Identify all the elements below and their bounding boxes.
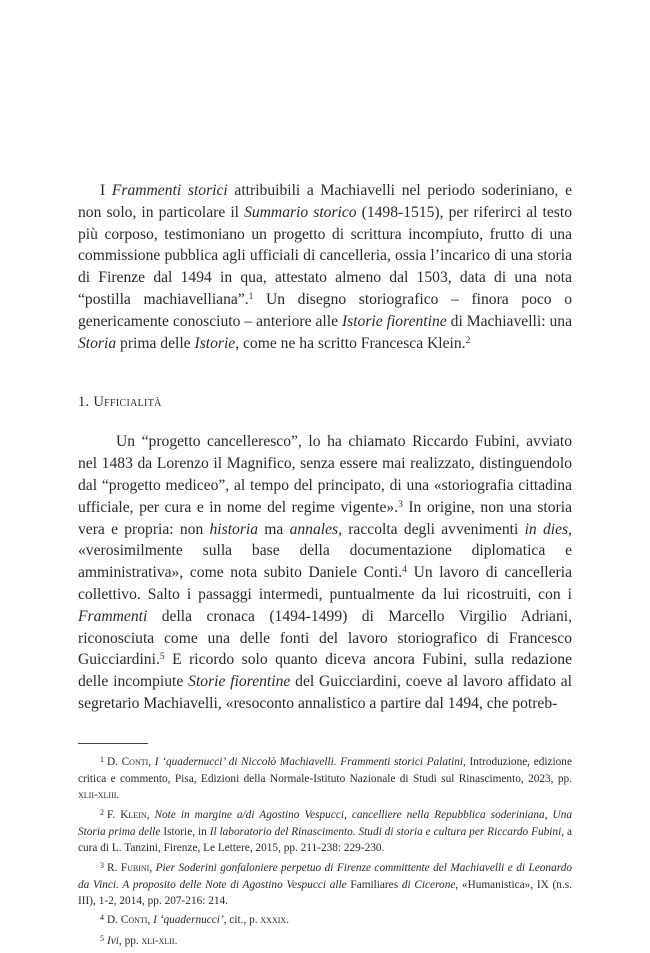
body-text-2: In origine, non una storia vera e propria: non [78,498,572,538]
intro-text-1: I [100,182,112,199]
footnote-author: Klein [120,808,147,821]
footnote-author: Conti [120,914,148,927]
intro-paragraph [78,180,572,354]
body-text-7: in dies [524,520,569,538]
footnote-text: . [116,789,120,802]
intro-text-5: (1498-1515), per riferirci al testo più corposo, testimoniano un progetto di scrittura incompiuto, frutto di una commissione pubblica agli ufficiali di cancelleria, ossia l’incarico di una storia di Firenze dal 1494 in qua, attestato almeno dal 1503, data di una nota “postilla machiavelliana”. [78,203,572,308]
footnote-2 [78,807,572,857]
intro-text-12: , come ne ha scritto Francesca Klein. [235,334,466,352]
footnote-separator [78,743,148,744]
footnote-1 [78,754,572,804]
footnote-text: . [286,914,290,927]
footnote-ref-1[interactable]: 1 [248,291,254,302]
body-text-4: ma [258,520,290,538]
footnote-number: 2 [100,807,104,817]
intro-text-9: Storia [78,334,117,352]
footnote-title: Ivi [107,934,119,947]
footnote-text: . [174,934,178,947]
footnote-text: , [148,755,155,768]
footnote-ref-4[interactable]: 4 [402,565,407,576]
footnote-text: D. [107,755,122,768]
footnote-ref-2[interactable]: 2 [465,335,471,346]
body-text-12: E ricordo solo quanto diceva ancora Fubini, sulla redazione delle incompiute [78,651,572,691]
intro-text-10: prima delle [116,334,195,352]
footnote-number: 3 [100,860,104,870]
footnote-text: , a cura di L. Tanzini, Firenze, Le Lettere, 2015, pp. 211-238: 229-230. [78,825,572,855]
footnote-text: , [146,808,155,821]
footnote-text: , [147,914,154,927]
footnote-text: , cit., p. [223,914,261,927]
footnote-title: di Cicerone [401,878,456,891]
body-text-11: della cronaca (1494-1499) di Marcello Virgilio Adriani, riconosciuta come una delle fonti del lavoro storiografico di Francesco Guicciardini. [78,607,572,669]
footnote-ref-3[interactable]: 3 [398,499,403,510]
body-text-3: historia [209,520,259,538]
footnotes [78,754,572,950]
intro-text-11: Istorie [194,334,236,352]
footnote-text: , «Humanistica», IX (n.s. III), 1-2, 2014, pp. 207-216: 214. [78,878,572,908]
footnote-text: , pp. [118,934,142,947]
body-text-13: Storie fiorentine [188,673,291,691]
body-text-5: annales [289,520,339,538]
footnote-title: Il laboratorio del Rinascimento. Studi di storia e cultura per Riccardo Fubini [209,825,562,838]
footnote-pages: xli-xlii [141,934,175,947]
body-text-1: Un “progetto cancelleresco”, lo ha chiamato Riccardo Fubini, avviato nel 1483 da Lorenzo il Magnifico, senza essere mai realizzato, distinguendolo dal “progetto mediceo”, al tempo del principato, di una «storiografia cittadina ufficiale, per cura e in nome del regime vigente». [78,433,572,516]
footnote-title: I ‘quadernucci’ [153,914,224,927]
footnote-text: F. [107,808,121,821]
footnote-text: D. [107,914,121,927]
body-text-9: Un lavoro di cancelleria collettivo. Salto i passaggi intermedi, puntualmente da lui ricostruiti, con i [78,564,573,603]
footnote-ref-5[interactable]: 5 [159,652,165,663]
intro-text-2: Frammenti storici [111,182,228,199]
footnote-4 [78,912,572,929]
intro-text-7: Istorie fiorentine [341,312,447,330]
footnote-3 [78,860,572,910]
footnote-author: Fubini [120,861,150,874]
footnote-author: Conti [121,755,149,768]
body-text-6: , raccolta degli avvenimenti [338,520,525,538]
footnote-number: 5 [100,933,104,943]
footnote-number: 4 [100,913,104,923]
footnote-text: Istorie, in [160,825,210,838]
footnote-5 [78,933,572,950]
intro-text-8: di Machiavelli: una [446,312,573,330]
section-title: Ufficialità [93,394,162,411]
footnote-text: Familiares [346,878,402,891]
footnote-title: I ‘quadernucci’ di Niccolò Machiavelli. Frammenti storici Palatini [154,755,464,768]
footnote-text: , Introduzione, edizione critica e commento, Pisa, Edizioni della Normale-Istituto Nazionale di Studi sul Rinascimento, 2023, pp. [78,755,572,786]
intro-text-6: Un disegno storiografico – finora poco o genericamente conosciuto – anteriore alle [78,290,572,330]
footnote-title: Pier Soderini gonfaloniere perpetuo di Firenze committente del Machiavelli e di Leonardo da Vinci. A proposito delle Note di Agostino Vespucci alle [78,861,572,891]
footnote-text: , [149,861,156,874]
intro-text-3: attribuibili a Machiavelli nel periodo soderiniano, e non solo, in particolare il [78,182,573,221]
page-content [78,180,572,953]
body-paragraph [78,431,572,714]
footnote-text: R. [107,861,121,874]
body-text-10: Frammenti [78,607,148,625]
section-heading [78,394,572,411]
body-text-14: del Guicciardini, coeve al lavoro affidato al segretario Machiavelli, «resoconto annalistico a partire dal 1494, che potreb- [78,673,573,712]
footnote-title: Note in margine a/di Agostino Vespucci, cancelliere nella Repubblica soderiniana, Una Storia prima delle [78,808,572,838]
footnote-pages: xxxix [260,914,287,927]
footnote-pages: xlii-xliii [78,789,117,802]
intro-text-4: Summario storico [244,203,357,221]
body-text-8: , «verosimilmente sulla base della documentazione diplomatica e amministrativa», come nota subito Daniele Conti. [78,520,572,582]
footnote-number: 1 [100,754,104,764]
section-number: 1. [78,394,94,411]
